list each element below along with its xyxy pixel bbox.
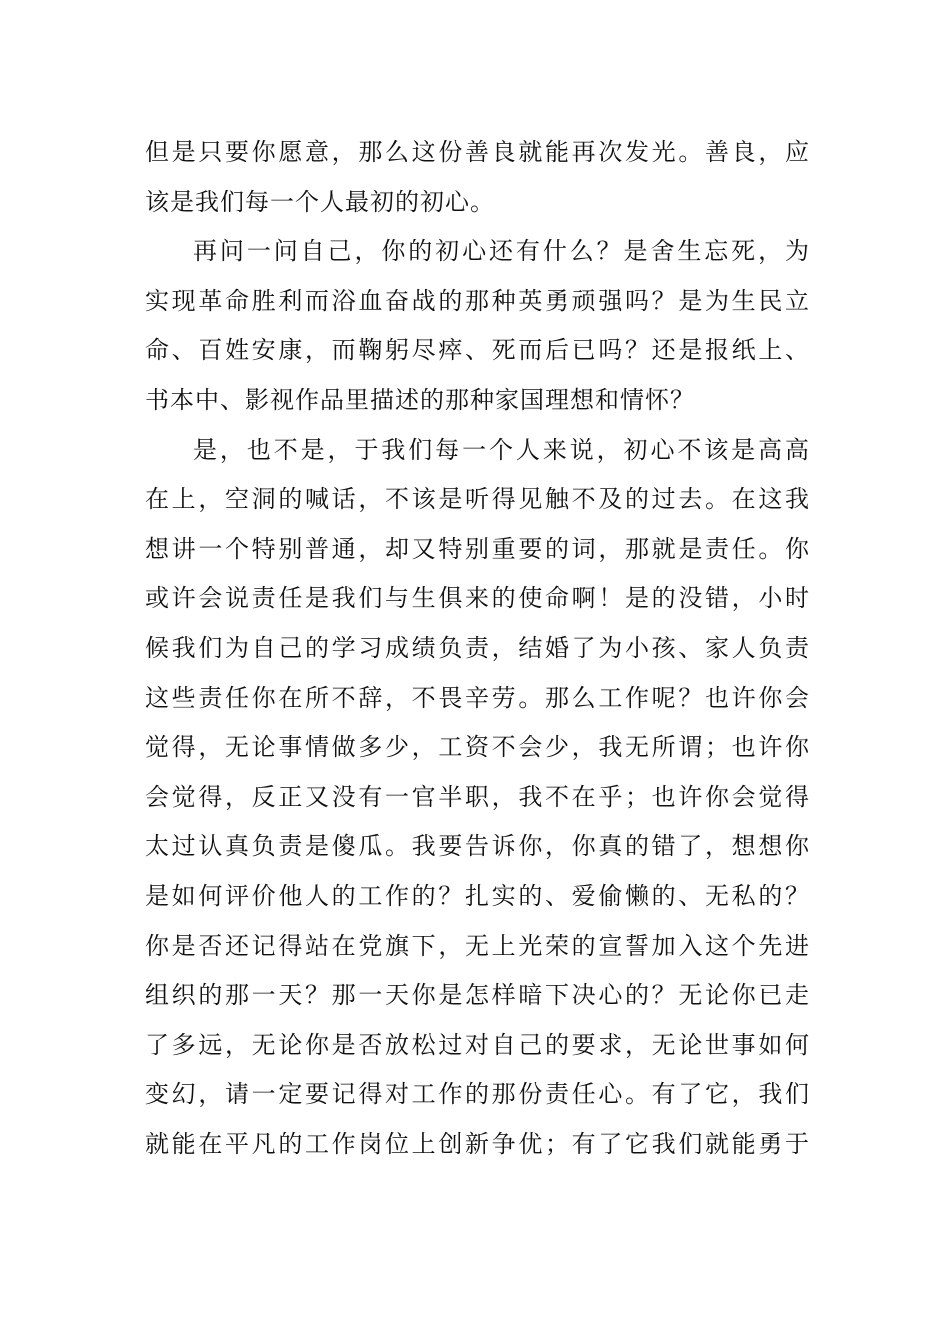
text-line: 了多远，无论你是否放松过对自己的要求，无论世事如何 — [145, 1030, 810, 1059]
text-line: 是如何评价他人的工作的？扎实的、爱偷懒的、无私的？ — [145, 881, 810, 910]
text-line: 变幻，请一定要记得对工作的那份责任心。有了它，我们 — [145, 1080, 810, 1109]
text-line: 你是否还记得站在党旗下，无上光荣的宣誓加入这个先进 — [145, 931, 810, 960]
paragraph-first-line: 再问一问自己，你的初心还有什么？是舍生忘死，为 — [193, 237, 810, 266]
text-line: 太过认真负责是傻瓜。我要告诉你，你真的错了，想想你 — [145, 832, 810, 861]
text-line: 该是我们每一个人最初的初心。 — [145, 187, 495, 216]
text-line: 但是只要你愿意，那么这份善良就能再次发光。善良，应 — [145, 138, 810, 166]
text-line: 或许会说责任是我们与生俱来的使命啊！是的没错，小时 — [145, 584, 810, 613]
body-text — [145, 128, 810, 1169]
text-line: 想讲一个特别普通，却又特别重要的词，那就是责任。你 — [145, 534, 810, 563]
text-line: 会觉得，反正又没有一官半职，我不在乎；也许你会觉得 — [145, 782, 810, 811]
text-line: 书本中、影视作品里描述的那种家国理想和情怀？ — [145, 385, 695, 414]
text-line: 这些责任你在所不辞，不畏辛劳。那么工作呢？也许你会 — [145, 683, 810, 712]
text-line: 组织的那一天？那一天你是怎样暗下决心的？无论你已走 — [145, 981, 810, 1010]
text-line: 觉得，无论事情做多少，工资不会少，我无所谓；也许你 — [145, 733, 810, 762]
text-line: 在上，空洞的喊话，不该是听得见触不及的过去。在这我 — [145, 485, 810, 514]
text-line: 命、百姓安康，而鞠躬尽瘁、死而后已吗？还是报纸上、 — [145, 336, 810, 365]
text-line: 就能在平凡的工作岗位上创新争优；有了它我们就能勇于 — [145, 1129, 810, 1158]
text-line: 候我们为自己的学习成绩负责，结婚了为小孩、家人负责 — [145, 633, 810, 662]
paragraph-first-line: 是，也不是，于我们每一个人来说，初心不该是高高 — [193, 435, 810, 464]
text-line: 实现革命胜利而浴血奋战的那种英勇顽强吗？是为生民立 — [145, 286, 810, 315]
